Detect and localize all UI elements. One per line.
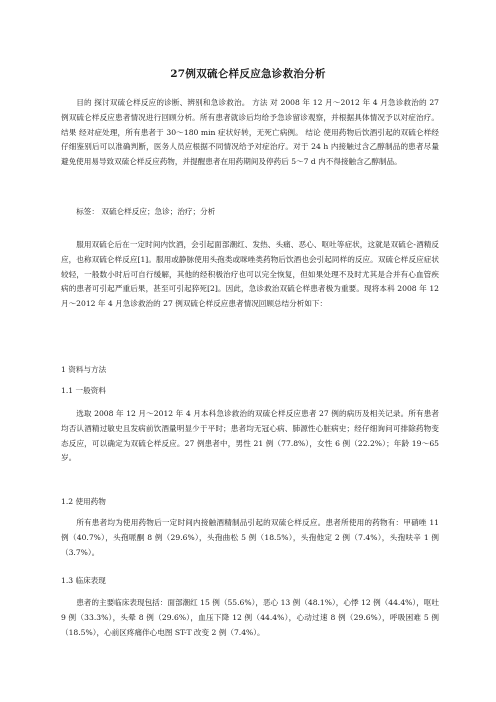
abstract-paragraph: 目的 探讨双硫仑样反应的诊断、辨别和急诊救治。 方法 对 2008 年 12 月～2012 年 4 月急诊救治的 27 例双硫仑样反应患者情况进行回顾分析。所有患者就诊后均给予急诊留诊观察，并根据具体情况予以对症治疗。 结果 经对症处理，所有患者于 30～180 min 症状好转，无死亡病例。 结论 使用药物后饮酒引起的双硫仑样经仔细鉴别后可以准确判断，医务人员应根据不同情况给予对症治疗。对于 24 h 内接触过含乙醇制品的患者尽量避免使用易导致双硫仑样反应药物，并提醒患者在用药期间及停药后 5～7 d 内不得接触含乙醇制品。 [61,98,439,167]
article-title: 27例双硫仑样反应急诊救治分析 [170,68,326,80]
paragraph-clinical: 患者的主要临床表现包括：面部潮红 15 例（55.6%），恶心 13 例（48.1%），心悸 12 例（44.4%），呕吐 9 例（33.3%），头晕 8 例（29.6%），血压下降 12 例（44.4%），心动过速 8 例（29.6%），呼吸困难 5 例（18.5%），心前区疼痛伴心电图 ST-T 改变 2 例（7.4%）。 [61,598,439,637]
subsection-heading-1-3: 1.3 临床表现 [61,576,106,585]
paragraph-drugs: 所有患者均为使用药物后一定时间内接触酒精制品引起的双硫仑样反应。患者所使用的药物有：甲硝唑 11 例（40.7%），头孢哌酮 8 例（29.6%），头孢曲松 5 例（18.5%），头孢他定 2 例（7.4%），头孢呋辛 1 例（3.7%）。 [61,518,439,557]
subsection-heading-1-2: 1.2 使用药物 [61,497,106,506]
keywords-line: 标签： 双硫仑样反应；急诊；治疗；分析 [76,207,216,216]
intro-paragraph: 服用双硫仑后在一定时间内饮酒，会引起面部潮红、发热、头痛、恶心、呕吐等症状，这就是双硫仑-酒精反应，也称双硫仑样反应[1]。服用或静脉使用头孢类或咪唑类药物后饮酒也会引起同样的反应。双硫仑样反应症状较轻，一般数小时后可自行缓解，其他的经积极治疗也可以完全恢复，但如果处理不及时尤其是合并有心血管疾病的患者可引起严重后果，甚至可引起猝死[2]。因此，急诊救治双硫仑样患者极为重要。现将本科 2008 年 12 月～2012 年 4 月急诊救治的 27 例双硫仑样反应患者情况回顾总结分析如下： [61,240,439,309]
section-heading-1: 1 资料与方法 [61,365,107,374]
paragraph-general-data: 选取 2008 年 12 月～2012 年 4 月本科急诊救治的双硫仑样反应患者 27 例的病历及相关记录。所有患者均否认酒精过敏史且发病前饮酒量明显少于平时；患者均无冠心病、肺源性心脏病史；经仔细询问可排除药物变态反应，可以确定为双硫仑样反应。27 例患者中，男性 21 例（77.8%），女性 6 例（22.2%）；年龄 19～65 岁。 [61,409,439,463]
subsection-heading-1-1: 1.1 一般资料 [61,386,106,395]
